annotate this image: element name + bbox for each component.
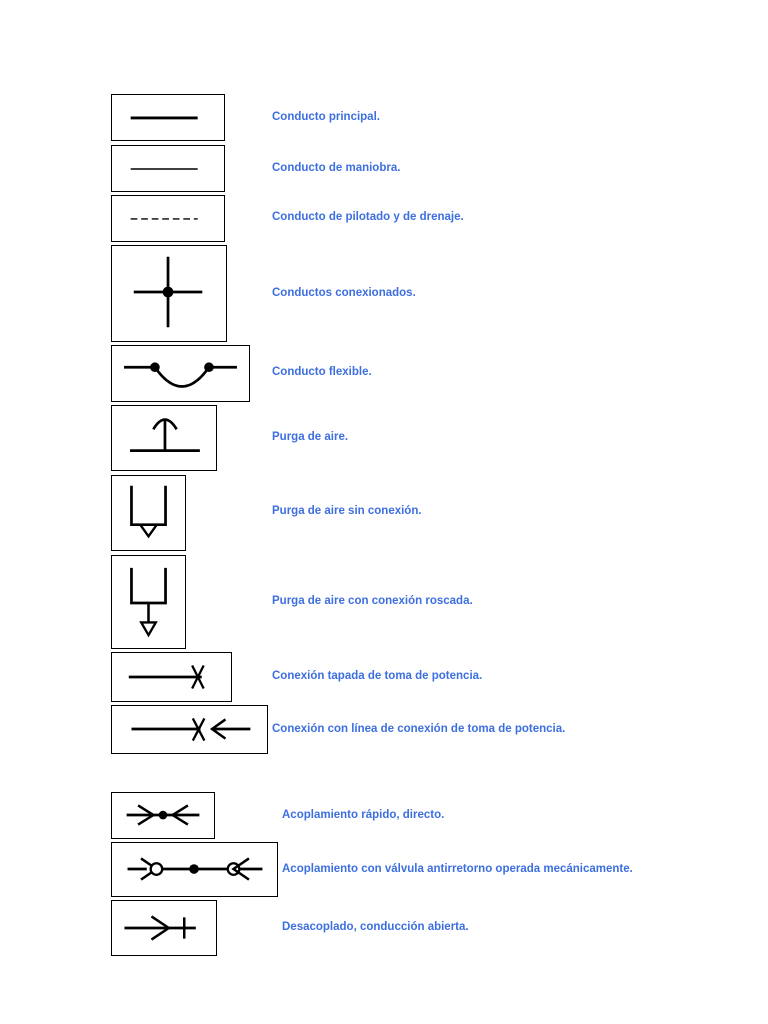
symbol-box-air-bleed-threaded [111, 555, 186, 649]
quick-coupling-icon [112, 793, 214, 838]
symbol-label: Acoplamiento con válvula antirretorno operada mecánicamente. [282, 863, 633, 875]
symbol-label: Purga de aire sin conexión. [272, 505, 422, 517]
symbol-label: Conexión con línea de conexión de toma de potencia. [272, 723, 566, 735]
symbol-label: Purga de aire. [272, 431, 349, 443]
maneuver-conduit-icon [112, 146, 224, 191]
air-bleed-no-connection-icon [112, 476, 185, 550]
symbol-box-quick-coupling [111, 792, 215, 839]
pilot-drain-conduit-icon [112, 196, 224, 241]
symbol-box-pilot-drain-conduit [111, 195, 225, 242]
uncoupled-open-icon [112, 901, 216, 955]
flexible-conduit-icon [112, 346, 249, 401]
symbol-box-main-conduit [111, 94, 225, 141]
symbol-box-capped-power-port [111, 652, 232, 702]
symbol-label: Purga de aire con conexión roscada. [272, 595, 473, 607]
symbol-label: Desacoplado, conducción abierta. [282, 921, 469, 933]
symbol-label: Conducto principal. [272, 111, 380, 123]
air-bleed-icon [112, 406, 216, 470]
symbol-box-air-bleed [111, 405, 217, 471]
main-conduit-icon [112, 95, 224, 140]
symbol-label: Acoplamiento rápido, directo. [282, 809, 445, 821]
symbol-label: Conducto de pilotado y de drenaje. [272, 211, 464, 223]
symbol-box-connected-conduits [111, 245, 227, 342]
air-bleed-threaded-icon [112, 556, 185, 648]
symbol-box-coupling-check-valve [111, 842, 278, 897]
connected-conduits-icon [112, 246, 226, 341]
symbol-label: Conductos conexionados. [272, 287, 416, 299]
symbol-box-uncoupled-open [111, 900, 217, 956]
symbol-box-power-port-line [111, 705, 268, 754]
symbol-label: Conducto flexible. [272, 366, 372, 378]
coupling-check-valve-icon [112, 843, 277, 896]
power-port-line-icon [112, 706, 267, 753]
symbol-box-air-bleed-no-connection [111, 475, 186, 551]
symbol-label: Conducto de maniobra. [272, 162, 401, 174]
symbol-box-maneuver-conduit [111, 145, 225, 192]
symbol-box-flexible-conduit [111, 345, 250, 402]
symbol-label: Conexión tapada de toma de potencia. [272, 670, 483, 682]
capped-power-port-icon [112, 653, 231, 701]
